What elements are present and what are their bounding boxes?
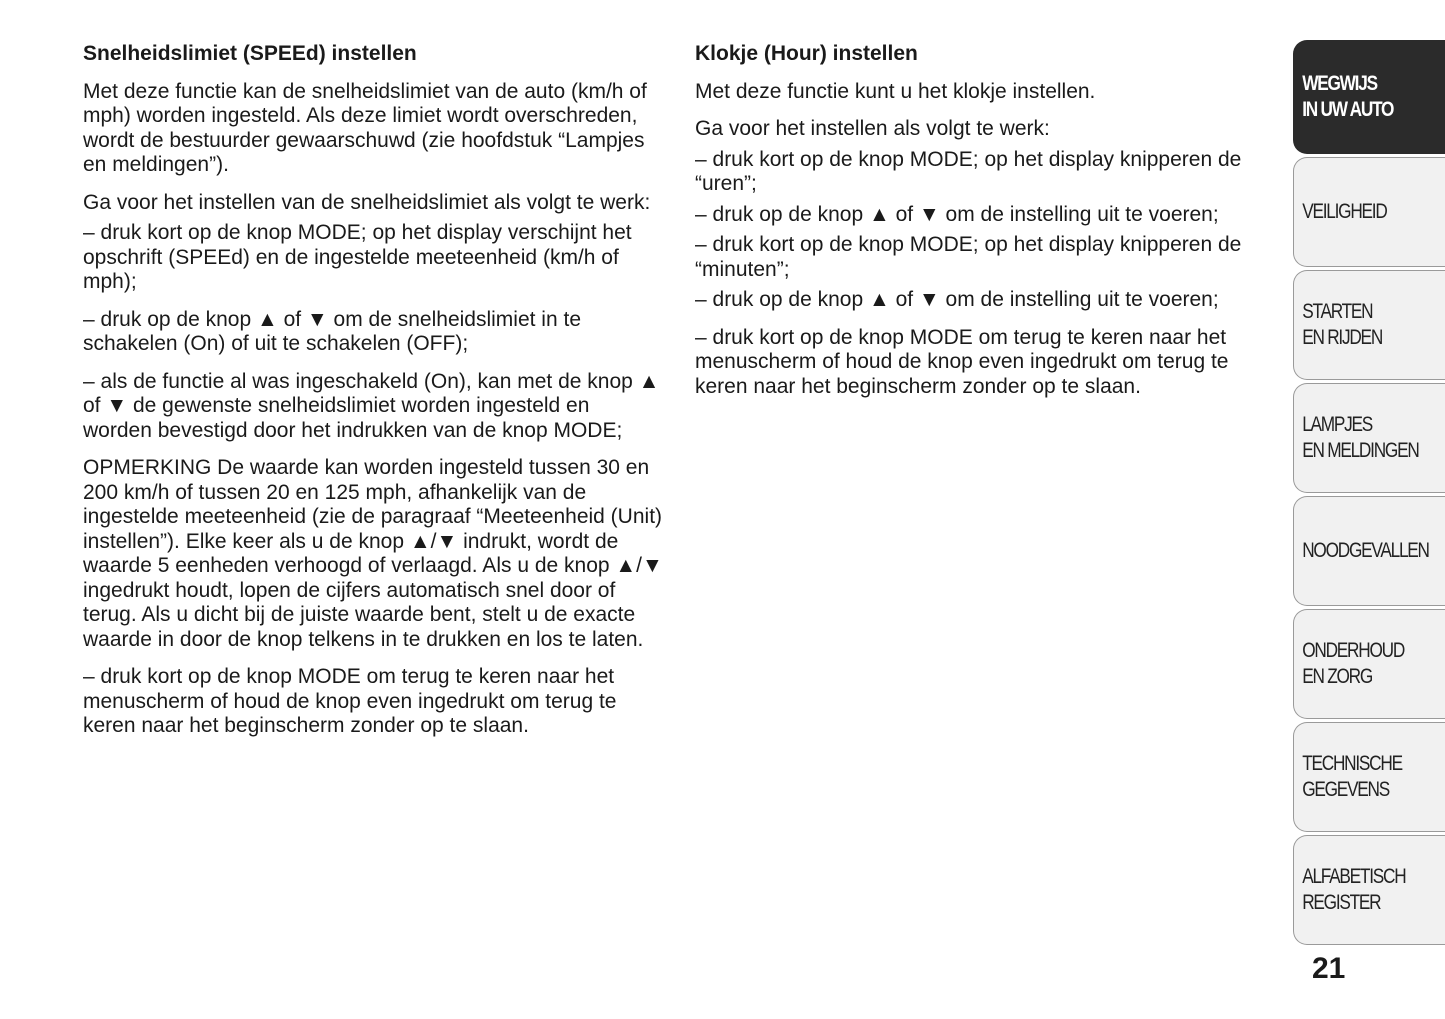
tab-label: STARTEN EN RIJDEN <box>1302 300 1383 349</box>
tab-lampjes-en-meldingen[interactable] <box>1293 383 1445 493</box>
chapter-tab-index <box>1293 40 1445 948</box>
list-item: – druk kort op de knop MODE om terug te keren naar het menuscherm of houd de knop even ingedrukt om terug te keren naar het beginscherm zonder op te slaan. <box>83 665 617 737</box>
tab-label: ALFABETISCH REGISTER <box>1302 865 1406 914</box>
tab-veiligheid[interactable] <box>1293 157 1445 267</box>
paragraph: Ga voor het instellen van de snelheidslimiet als volgt te werk: <box>83 190 651 214</box>
tab-onderhoud-en-zorg[interactable] <box>1293 609 1445 719</box>
tab-label: TECHNISCHE GEGEVENS <box>1302 752 1402 801</box>
tab-label: NOODGEVALLEN <box>1302 539 1429 562</box>
tab-label: ONDERHOUD EN ZORG <box>1302 639 1405 688</box>
paragraph: Met deze functie kan de snelheidslimiet van de auto (km/h of mph) worden ingesteld. Als deze limiet wordt overschreden, wordt de bestuurder gewaarschuwd (zie hoofdstuk “Lampjes en meldingen”). <box>83 79 647 176</box>
tab-wegwijs-in-uw-auto[interactable] <box>1293 40 1445 154</box>
list-item: – druk kort op de knop MODE; op het display knipperen de “uren”; <box>695 147 1242 195</box>
right-column <box>695 40 1270 412</box>
tab-label: WEGWIJS IN UW AUTO <box>1302 72 1394 121</box>
list-item: – als de functie al was ingeschakeld (On), kan met de knop ▲ of ▼ de gewenste snelheidslimiet worden ingesteld en worden bevestigd door het indrukken van de knop MODE; <box>83 369 660 442</box>
paragraph: Met deze functie kunt u het klokje instellen. <box>695 79 1096 103</box>
list-item: – druk kort op de knop MODE; op het display knipperen de “minuten”; <box>695 233 1242 281</box>
page-number: 21 <box>1312 952 1346 985</box>
tab-noodgevallen[interactable] <box>1293 496 1445 606</box>
tab-label: VEILIGHEID <box>1302 200 1387 223</box>
list-item: – druk op de knop ▲ of ▼ om de snelheidslimiet in te schakelen (On) of uit te schakelen (OFF); <box>83 307 582 355</box>
tab-technische-gegevens[interactable] <box>1293 722 1445 832</box>
list-item: – druk kort op de knop MODE om terug te keren naar het menuscherm of houd de knop even ingedrukt om terug te keren naar het beginscherm zonder op te slaan. <box>695 325 1229 398</box>
tab-label: LAMPJES EN MELDINGEN <box>1302 413 1419 462</box>
note-paragraph: OPMERKING De waarde kan worden ingesteld tussen 30 en 200 km/h of tussen 20 en 125 mph, afhankelijk van de ingestelde meeteenheid (zie de paragraaf “Meeteenheid (Unit) instellen”). Elke keer als u de knop ▲/▼ indrukt, wordt de waarde 5 eenheden verhoogd of verlaagd. Als u de knop ▲/▼ ingedrukt houdt, lopen de cijfers automatisch snel door of terug. Als u dicht bij de juiste waarde bent, stelt u de exacte waarde in door de knop telkens in te drukken en los te laten. <box>83 456 663 651</box>
paragraph: Ga voor het instellen als volgt te werk: <box>695 117 1050 140</box>
left-column <box>83 40 663 752</box>
section-heading-clock: Klokje (Hour) instellen <box>695 42 918 65</box>
list-item: – druk op de knop ▲ of ▼ om de instelling uit te voeren; <box>695 288 1219 311</box>
section-heading-speed-limit: Snelheidslimiet (SPEEd) instellen <box>83 42 417 65</box>
tab-alfabetisch-register[interactable] <box>1293 835 1445 945</box>
tab-starten-en-rijden[interactable] <box>1293 270 1445 380</box>
list-item: – druk op de knop ▲ of ▼ om de instelling uit te voeren; <box>695 202 1219 226</box>
list-item: – druk kort op de knop MODE; op het display verschijnt het opschrift (SPEEd) en de ingestelde meeteenheid (km/h of mph); <box>83 221 632 293</box>
